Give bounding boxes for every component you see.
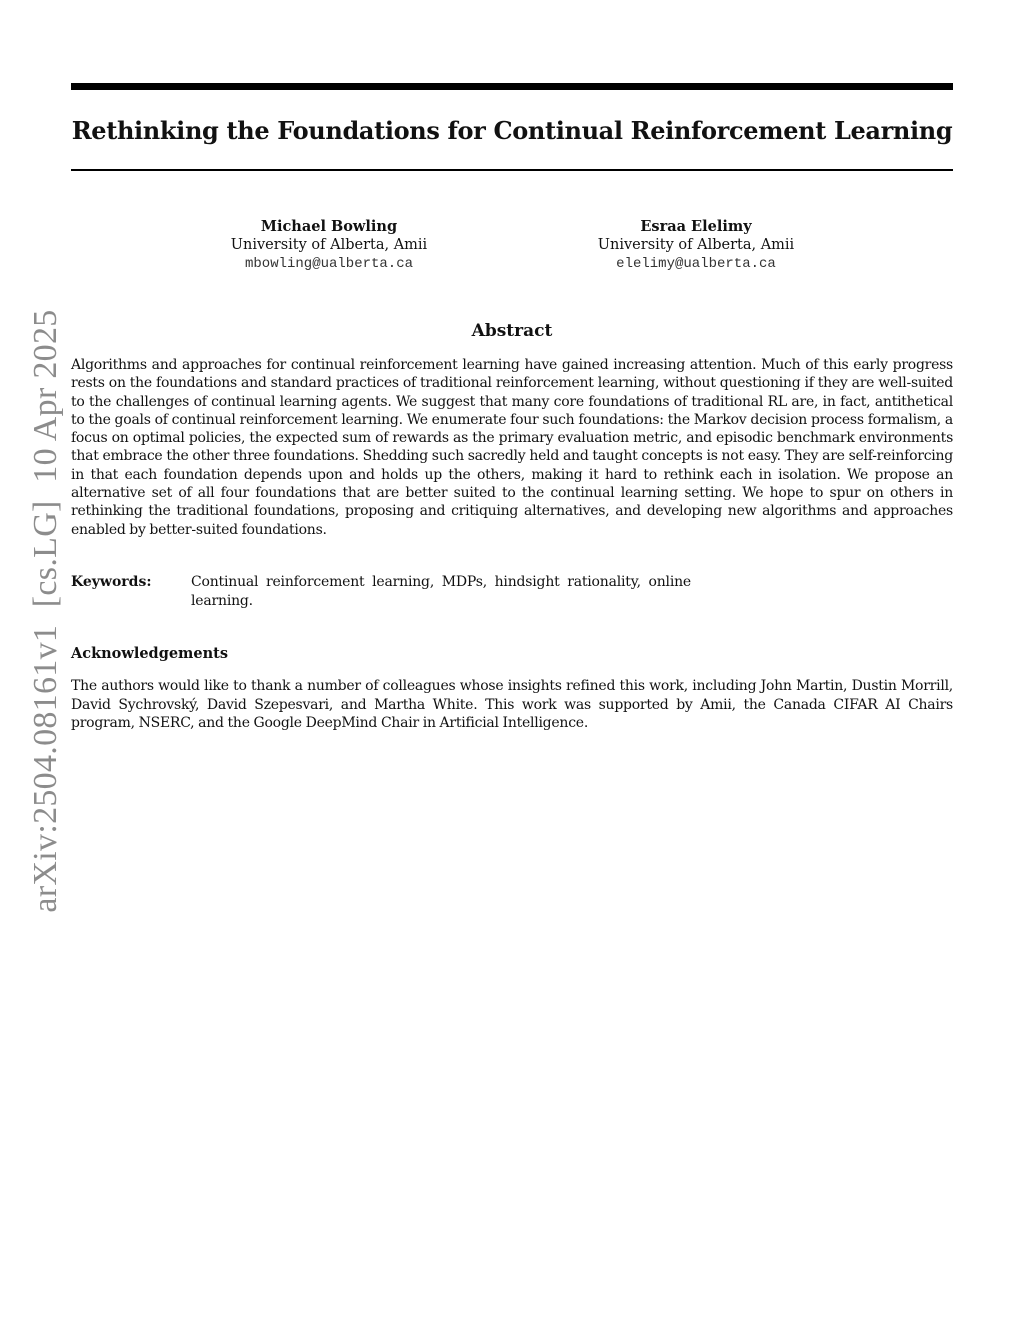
acknowledgements-text: The authors would like to thank a number of colleagues whose insights refined this work, including John Martin, Dustin Morrill, David Sychrovský, David Szepesvari, and Martha White. This work was supported by Amii, the Canada CIFAR AI Chairs program, NSERC, and the Google DeepMind Chair in Artificial Intelligence. — [71, 678, 953, 731]
author-affiliation: University of Alberta, Amii — [597, 237, 795, 253]
paper-title: Rethinking the Foundations for Continual Reinforcement Learning — [71, 116, 953, 145]
author-affiliation: University of Alberta, Amii — [230, 237, 428, 253]
author-block-1 — [169, 217, 489, 274]
keywords-text: Continual reinforcement learning, MDPs, hindsight rationality, online learning. — [191, 574, 691, 609]
keywords-label: Keywords: — [71, 574, 152, 590]
title-top-rule — [71, 83, 953, 90]
acknowledgements-heading: Acknowledgements — [71, 645, 229, 662]
author-email: mbowling@ualberta.ca — [244, 256, 414, 272]
title-bottom-rule — [71, 169, 953, 171]
abstract-heading: Abstract — [471, 321, 553, 341]
abstract-text: Algorithms and approaches for continual reinforcement learning have gained increasing attention. Much of this early progress rests on the foundations and standard practices of traditional reinforcement learning, without questioning if they are well-suited to the challenges of continual learning agents. We suggest that many core foundations of traditional RL are, in fact, antithetical to the goals of continual reinforcement learning. We enumerate four such foundations: the Markov decision process formalism, a focus on optimal policies, the expected sum of rewards as the primary evaluation metric, and episodic benchmark environments that embrace the other three foundations. Shedding such sacredly held and taught concepts is not easy. They are self-reinforcing in that each foundation depends upon and holds up the others, making it hard to rethink each in isolation. We propose an alternative set of all four foundations that are better suited to the continual learning setting. We hope to spur on others in rethinking the traditional foundations, proposing and critiquing alternatives, and developing new algorithms and approaches enabled by better-suited foundations. — [71, 357, 953, 538]
author-name: Michael Bowling — [260, 218, 398, 235]
author-name: Esraa Elelimy — [640, 218, 752, 235]
author-email: elelimy@ualberta.ca — [616, 256, 776, 272]
author-block-2 — [536, 217, 856, 274]
arxiv-identifier-stamp: arXiv:2504.08161v1 [cs.LG] 10 Apr 2025 — [27, 309, 64, 913]
